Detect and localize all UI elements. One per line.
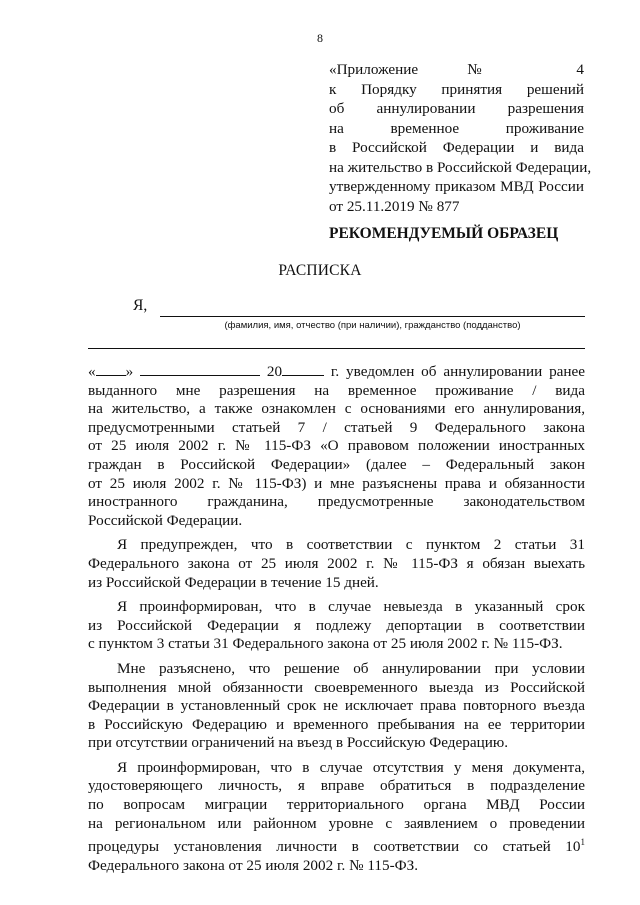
fio-caption: (фамилия, имя, отчество (при наличии), гражданство (подданство) — [224, 320, 521, 331]
recommended-sample-heading: РЕКОМЕНДУЕМЫЙ ОБРАЗЕЦ — [329, 225, 559, 242]
appendix-line: к Порядку принятия решений — [329, 80, 584, 98]
receipt-body — [88, 361, 585, 882]
year-blank[interactable] — [282, 361, 324, 376]
appendix-line: утвержденному приказом МВД России — [329, 178, 584, 195]
paragraph-deportation — [88, 598, 585, 654]
body-line: по вопросам миграции территориального органа МВД России — [88, 796, 585, 814]
close-quote: » — [125, 363, 134, 380]
paragraph-warning — [88, 536, 585, 592]
body-line: Мне разъяснено, что решение об аннулировании при условии — [117, 659, 585, 677]
paragraph-identity — [88, 759, 585, 876]
body-line: с пунктом 3 статьи 31 Федерального закона от 25 июля 2002 г. № 115-ФЗ. — [88, 635, 563, 653]
receipt-title: РАСПИСКА — [278, 262, 362, 279]
fio-fill-line-2[interactable] — [88, 348, 585, 349]
body-line: Федерального закона от 25 июля 2002 г. № 115-ФЗ. — [88, 856, 419, 874]
appendix-line: «Приложение № 4 — [329, 61, 584, 78]
paragraph-reentry — [88, 660, 585, 753]
body-line: от 25 июля 2002 г. № 115-ФЗ «О правовом положении иностранных — [88, 437, 585, 455]
year-suffix: г. уведомлен об аннулировании ранее — [324, 363, 586, 380]
body-line: граждан в Российской Федерации» (далее – Федеральный закон — [88, 455, 585, 473]
body-line: Я проинформирован, что в случае отсутствия у меня документа, — [117, 758, 585, 776]
body-line: иностранного гражданина, предусмотренные законодательством — [88, 493, 585, 511]
appendix-line: об аннулировании разрешения — [329, 100, 584, 117]
body-line: из Российской Федерации я подлежу депортации в соответствии — [88, 616, 585, 634]
page-number: 8 — [317, 31, 323, 45]
day-blank[interactable] — [96, 361, 126, 376]
year-prefix: 20 — [266, 363, 283, 380]
body-line: на региональном или районном уровне с заявлением о проведении — [88, 814, 585, 832]
fio-fill-line[interactable] — [160, 316, 585, 317]
superscript: 1 — [580, 837, 585, 848]
body-line: Я предупрежден, что в соответствии с пунктом 2 статьи 31 — [117, 536, 585, 554]
date-line — [88, 361, 585, 382]
ya-label: Я, — [133, 297, 148, 314]
body-line: при отсутствии ограничений на въезд в Российскую Федерацию. — [88, 734, 509, 752]
body-line-text: процедуры установления личности в соответствии со статьей 10 — [88, 838, 581, 856]
body-line: от 25 июля 2002 г. № 115-ФЗ) и мне разъяснены права и обязанности — [88, 474, 585, 492]
body-line: выполнения мной обязанности своевременного выезда из Российской — [88, 678, 585, 696]
appendix-line: от 25.11.2019 № 877 — [329, 197, 460, 215]
body-line: выданного мне разрешения на временное проживание / вида — [88, 381, 585, 399]
appendix-line: на жительство в Российской Федерации, — [329, 158, 592, 176]
appendix-header — [329, 60, 592, 216]
body-line: в Российскую Федерацию и временного пребывания на ее территории — [88, 715, 585, 733]
body-line: Я проинформирован, что в случае невыезда в указанный срок — [117, 598, 585, 616]
body-line: предусмотренными статьей 7 / статьей 9 Федерального закона — [88, 418, 585, 436]
body-line-with-sup — [88, 833, 585, 857]
month-blank[interactable] — [140, 361, 260, 376]
appendix-line: в Российской Федерации и вида — [329, 139, 584, 156]
paragraph-notification — [88, 361, 585, 530]
body-line: из Российской Федерации в течение 15 дней. — [88, 573, 379, 591]
body-line: Федерального закона от 25 июля 2002 г. № 115-ФЗ я обязан выехать — [88, 554, 585, 572]
open-quote: « — [88, 363, 96, 380]
body-line: удостоверяющего личность, я вправе обратиться в подразделение — [88, 777, 585, 795]
appendix-line: на временное проживание — [329, 119, 584, 137]
body-line: Федерации в установленный срок не исключает права повторного въезда — [88, 697, 585, 715]
body-line: на жительство, а также ознакомлен с основаниями его аннулирования, — [88, 400, 585, 418]
body-line: Российской Федерации. — [88, 511, 243, 529]
